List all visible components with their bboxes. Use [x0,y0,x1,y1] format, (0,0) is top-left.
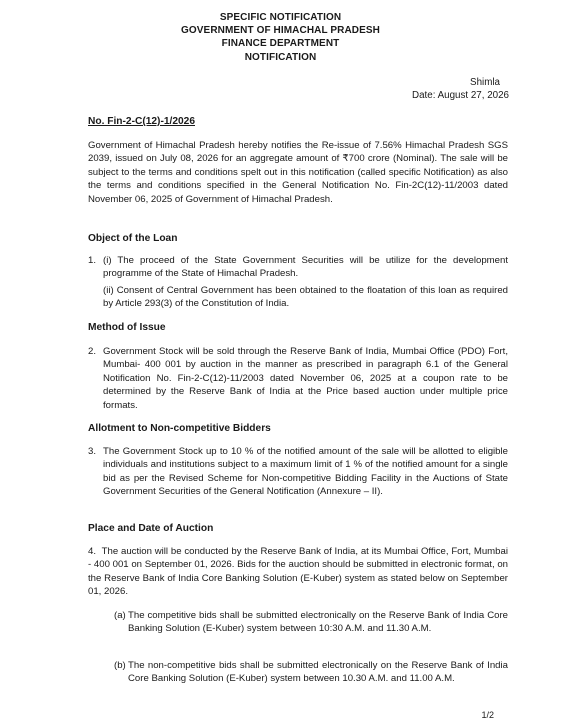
date: Date: August 27, 2026 [412,90,509,102]
page-number: 1/2 [481,710,494,720]
place: Shimla [470,77,500,88]
header-notification: NOTIFICATION [244,51,317,63]
method-text: Government Stock will be sold through the Reserve Bank of India, Mumbai Office (PDO) Fort, Mumbai- 400 001 by auction in the manner as prescribed in paragraph 6.1 of the General Notification No. Fin-2-C(12)-11/2003 dated November 06, 2025 at a coupon rate to be determined by the Reserve Bank of India at the Price based auction under multiple price formats. [103,346,508,411]
header-specific-notification: SPECIFIC NOTIFICATION [219,12,342,23]
intro-paragraph: Government of Himachal Pradesh hereby notifies the Re-issue of 7.56% Himachal Pradesh SGS 2039, issued on July 08, 2026 for an aggregate amount of ₹700 crore (Nominal). The sale will be subject to the terms and conditions spelt out in this notification (called specific Notification) as also the terms and conditions specified in the General Notification No. Fin-2C(12)-11/2003 dated November 06, 2025 of Government of Himachal Pradesh. [88,140,508,205]
section-title-object: Object of the Loan [88,233,178,244]
object-text-i: (i) The proceed of the State Government Securities will be utilize for the development programme of the State of Himachal Pradesh. [103,255,508,280]
bid-item-non-competitive [114,659,508,686]
section-title-method: Method of Issue [88,322,166,333]
section-title-allotment: Allotment to Non-competitive Bidders [88,423,271,434]
bid-text-non-competitive: The non-competitive bids shall be submitted electronically on the Reserve Bank of India Core Banking Solution (E-Kuber) system between 10.30 A.M. and 11.00 A.M. [128,660,508,685]
document-header [0,11,561,64]
reference-number: No. Fin-2-C(12)-1/2026 [88,116,195,127]
auction-text: The auction will be conducted by the Reserve Bank of India, at its Mumbai Office, Fort, Mumbai - 400 001 on September 01, 2026. Bids for the auction should be submitted in electronic format, on the Reserve Bank of India Core Banking Solution (E-Kuber) system as stated below on September 01, 2026. [88,546,508,598]
paragraph-number: 2. [88,346,97,357]
object-paragraph-i [88,254,508,281]
place-date-block [412,76,509,102]
bid-text-competitive: The competitive bids shall be submitted electronically on the Reserve Bank of India Core Banking Solution (E-Kuber) system between 10:30 A.M. and 11.30 A.M. [128,610,508,635]
paragraph-number: 3. [88,446,97,457]
bid-item-competitive [114,609,508,636]
auction-paragraph [88,545,508,599]
section-title-auction: Place and Date of Auction [88,523,214,534]
allotment-paragraph [88,445,508,499]
allotment-text: The Government Stock up to 10 % of the notified amount of the sale will be allotted to eligible individuals and institutions subject to a maximum limit of 1 % of the notified amount for a single bid as per the Revised Scheme for Non-competitive Bidding Facility in the Auctions of State Government Securities of the General Notification (Annexure – II). [103,446,508,498]
method-paragraph [88,345,508,412]
header-department: FINANCE DEPARTMENT [221,38,340,50]
bid-marker-a: (a) [114,610,126,621]
paragraph-number: 4. [88,546,97,557]
object-text-ii: (ii) Consent of Central Government has been obtained to the floatation of this loan as required by Article 293(3) of the Constitution of India. [103,285,508,310]
header-government: GOVERNMENT OF HIMACHAL PRADESH [181,25,380,37]
paragraph-number: 1. [88,255,97,266]
bid-marker-b: (b) [114,660,126,671]
